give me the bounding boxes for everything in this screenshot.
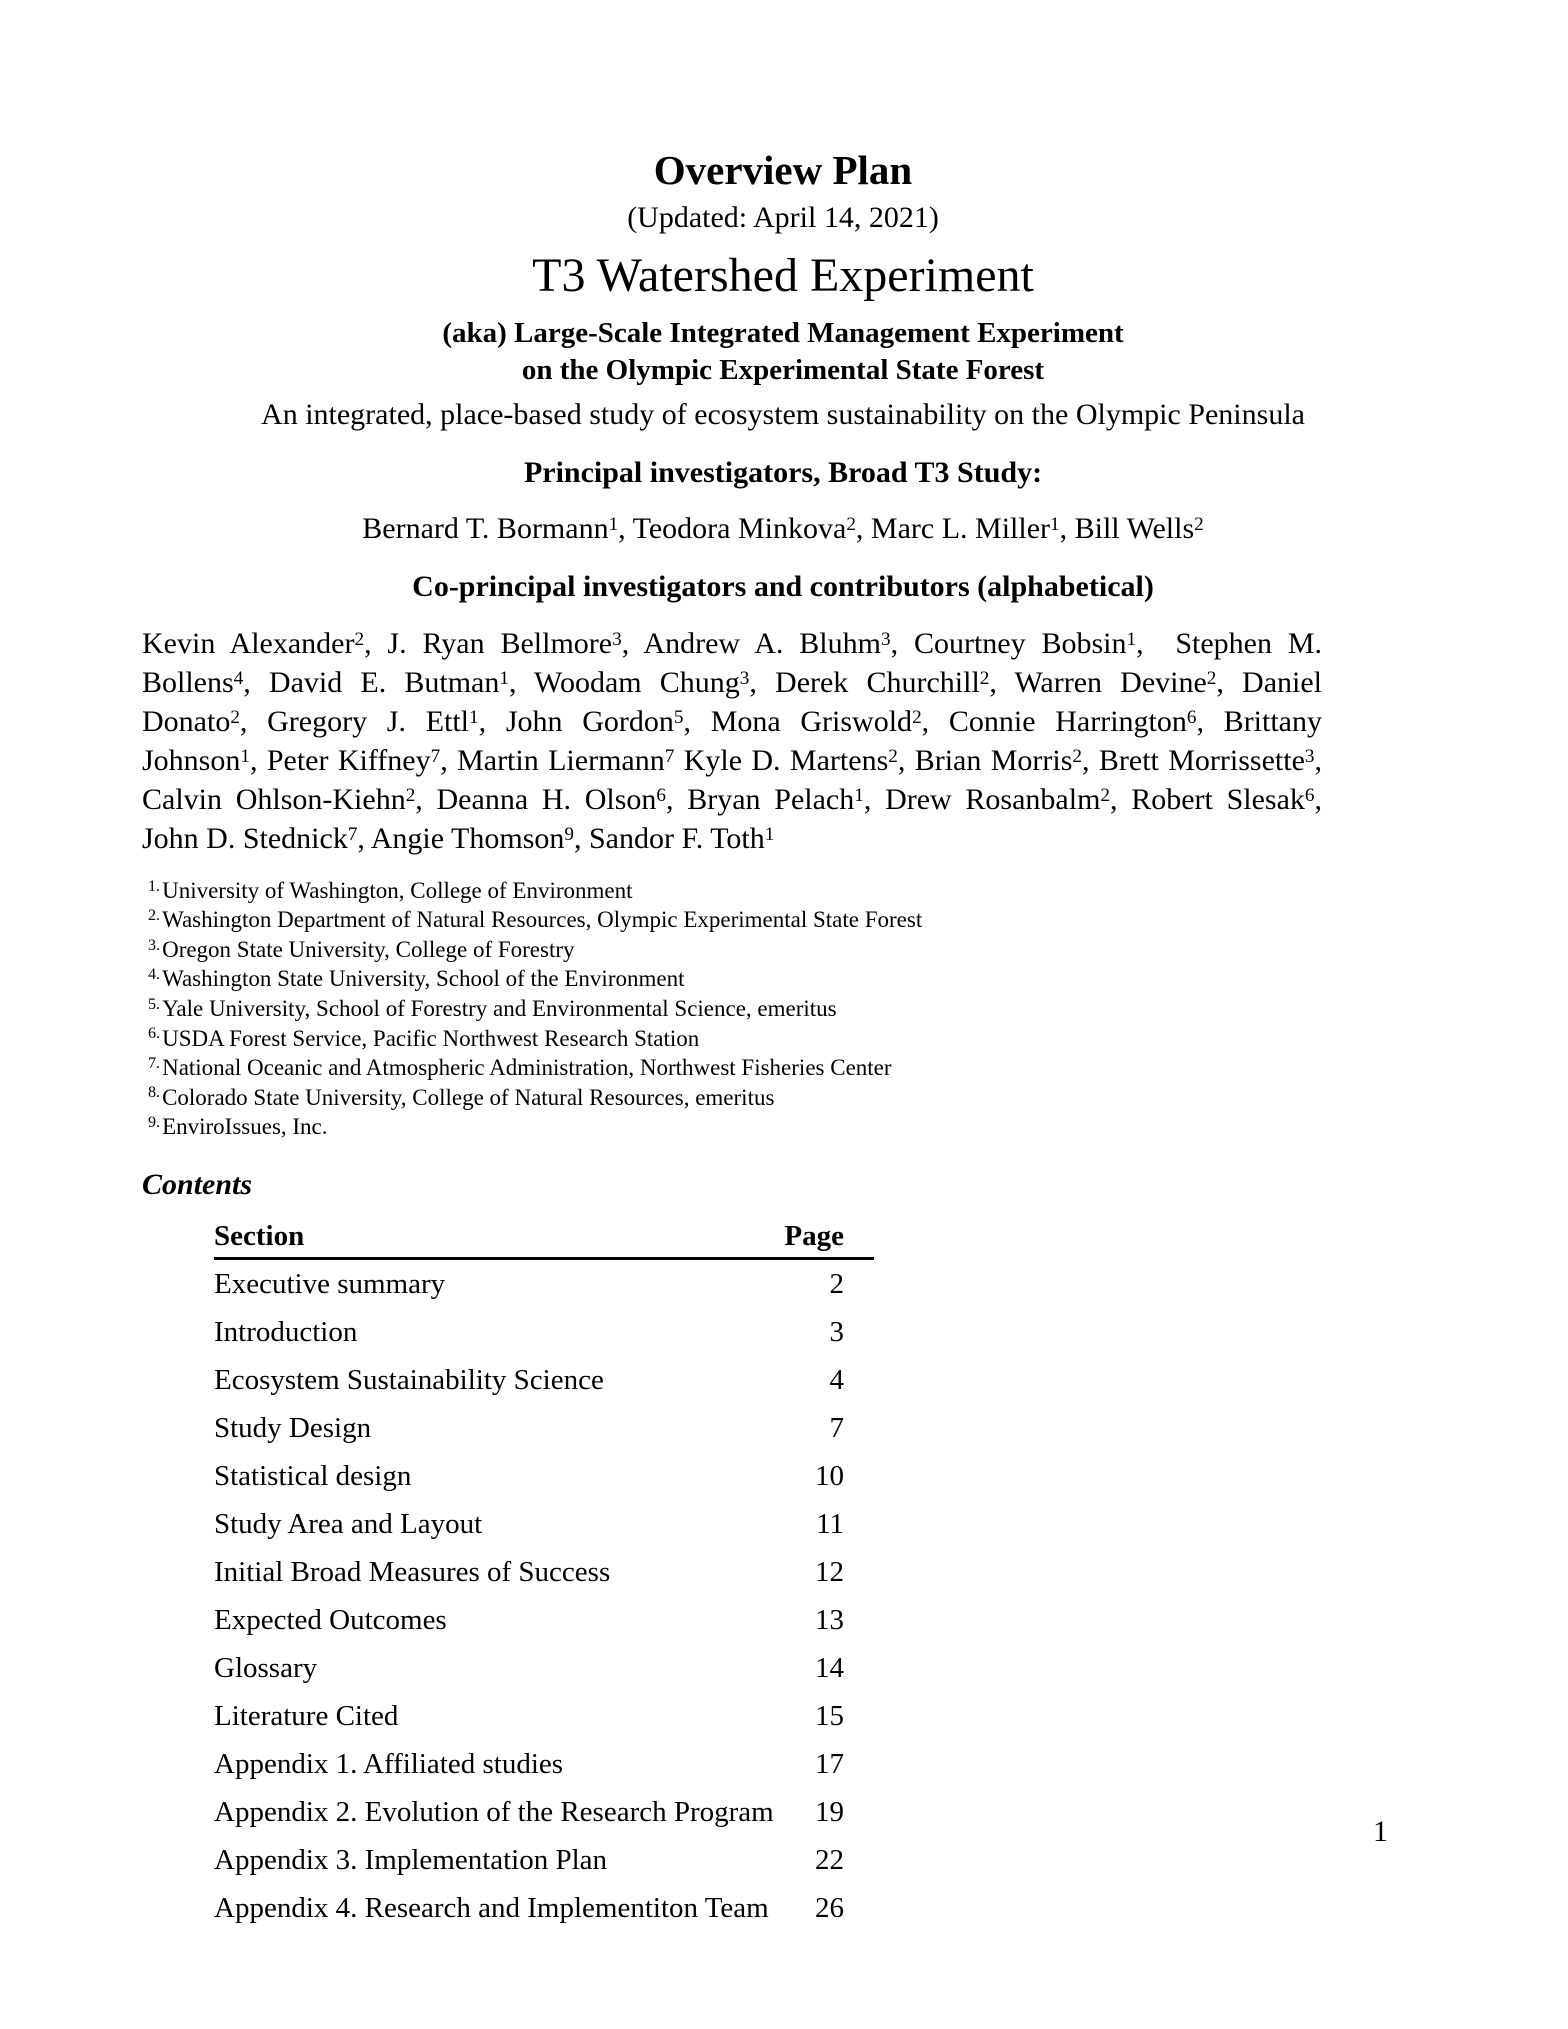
table-row[interactable]	[214, 1404, 874, 1452]
toc-column-page: Page	[784, 1219, 844, 1252]
toc-section-title[interactable]: Appendix 2. Evolution of the Research Program	[214, 1795, 774, 1828]
toc-page-number: 22	[815, 1843, 844, 1876]
alternate-title-line-2: on the Olympic Experimental State Forest	[521, 354, 1045, 387]
affiliation-text: Washington Department of Natural Resources, Olympic Experimental State Forest	[162, 907, 923, 933]
document-body	[142, 0, 1388, 1932]
affiliation-item	[148, 1083, 1388, 1113]
table-row[interactable]	[214, 1836, 874, 1884]
affiliation-text: EnviroIssues, Inc.	[162, 1114, 328, 1140]
affiliation-item	[148, 935, 1388, 965]
toc-page-number: 17	[815, 1747, 844, 1780]
co-principal-investigators-heading: Co-principal investigators and contributors (alphabetical)	[412, 569, 1154, 603]
affiliation-text: Washington State University, School of the Environment	[162, 966, 685, 992]
table-row[interactable]	[214, 1692, 874, 1740]
tagline: An integrated, place-based study of ecosystem sustainability on the Olympic Peninsula	[261, 398, 1305, 432]
table-row[interactable]	[214, 1258, 874, 1308]
affiliation-number: 7.	[148, 1054, 161, 1072]
affiliation-item	[148, 994, 1388, 1024]
affiliation-item	[148, 1053, 1388, 1083]
toc-page-number: 2	[829, 1267, 844, 1300]
table-row[interactable]	[214, 1788, 874, 1836]
toc-column-section: Section	[214, 1219, 305, 1252]
affiliation-item	[148, 964, 1388, 994]
affiliations-list	[148, 876, 1388, 1142]
toc-section-title[interactable]: Initial Broad Measures of Success	[214, 1555, 611, 1588]
toc-section-title[interactable]: Appendix 3. Implementation Plan	[214, 1843, 608, 1876]
affiliation-number: 9.	[148, 1113, 161, 1131]
toc-page-number: 19	[815, 1795, 844, 1828]
toc-body	[214, 1258, 874, 1932]
toc-section-title[interactable]: Study Area and Layout	[214, 1507, 483, 1540]
table-row[interactable]	[214, 1548, 874, 1596]
main-title: T3 Watershed Experiment	[532, 249, 1034, 303]
affiliation-item	[148, 876, 1388, 906]
toc-section-title[interactable]: Appendix 4. Research and Implementiton Team	[214, 1891, 769, 1924]
table-row[interactable]	[214, 1452, 874, 1500]
affiliation-text: Colorado State University, College of Natural Resources, emeritus	[162, 1084, 775, 1110]
affiliation-number: 4.	[148, 966, 161, 984]
toc-page-number: 14	[815, 1651, 844, 1684]
toc-page-number: 10	[815, 1459, 844, 1492]
affiliation-number: 2.	[148, 907, 161, 925]
toc-section-title[interactable]: Glossary	[214, 1651, 318, 1684]
toc-section-title[interactable]: Ecosystem Sustainability Science	[214, 1363, 604, 1396]
affiliation-text: Oregon State University, College of Forestry	[162, 936, 575, 962]
page-title: Overview Plan	[653, 147, 913, 193]
affiliation-number: 1.	[148, 877, 161, 895]
affiliation-item	[148, 905, 1388, 935]
toc-section-title[interactable]: Expected Outcomes	[214, 1603, 447, 1636]
co-principal-investigators-names: Kevin Alexander$^2$, J. Ryan Bellmore$^3$, Andrew A. Bluhm$^3$, Courtney Bobsin$^1$, Stephen M. Bollens$^4$, David E. Butman$^1$, Woodam Chung$^3$, Derek Churchill$^2$, Warren Devine$^2$, Daniel Donato$^2$, Gregory J. Ettl$^1$, John Gordon$^5$, Mona Griswold$^2$, Connie Harrington$^6$, Brittany Johnson$^1$, Peter Kiffney$^7$, Martin Liermann$^7$ Kyle D. Martens$^2$, Brian Morris$^2$, Brett Morrissette$^3$, Calvin Ohlson-Kiehn$^2$, Deanna H. Olson$^6$, Bryan Pelach$^1$, Drew Rosanbalm$^2$, Robert Slesak$^6$, John D. Stednick$^7$, Angie Thomson$^9$, Sandor F. Toth$^1$	[142, 626, 1323, 855]
affiliation-text: National Oceanic and Atmospheric Administration, Northwest Fisheries Center	[162, 1055, 892, 1081]
principal-investigators-heading: Principal investigators, Broad T3 Study:	[523, 455, 1043, 489]
affiliation-text: Yale University, School of Forestry and Environmental Science, emeritus	[162, 995, 837, 1021]
principal-investigators-names: Bernard T. Bormann$^1$, Teodora Minkova$^2$, Marc L. Miller$^1$, Bill Wells$^2$	[362, 511, 1204, 545]
table-row[interactable]	[214, 1740, 874, 1788]
toc-section-title[interactable]: Executive summary	[214, 1267, 446, 1300]
table-row[interactable]	[214, 1500, 874, 1548]
affiliation-item	[148, 1112, 1388, 1142]
toc-page-number: 11	[816, 1507, 844, 1540]
toc-page-number: 4	[829, 1363, 844, 1396]
toc-page-number: 12	[815, 1555, 844, 1588]
table-row[interactable]	[214, 1356, 874, 1404]
footer-page-number: 1	[1373, 1815, 1388, 1848]
table-row[interactable]	[214, 1644, 874, 1692]
table-row[interactable]	[214, 1308, 874, 1356]
contents-heading: Contents	[142, 1167, 253, 1201]
table-of-contents	[214, 1220, 874, 1932]
toc-header	[214, 1220, 874, 1259]
toc-page-number: 7	[829, 1411, 844, 1444]
affiliation-number: 5.	[148, 995, 161, 1013]
updated-date: (Updated: April 14, 2021)	[627, 200, 939, 234]
toc-section-title[interactable]: Statistical design	[214, 1459, 412, 1492]
affiliation-text: USDA Forest Service, Pacific Northwest Research Station	[162, 1025, 700, 1051]
toc-page-number: 13	[815, 1603, 844, 1636]
affiliation-number: 6.	[148, 1025, 161, 1043]
table-row[interactable]	[214, 1884, 874, 1932]
toc-section-title[interactable]: Introduction	[214, 1315, 358, 1348]
affiliation-text: University of Washington, College of Environment	[162, 877, 633, 903]
toc-page-number: 26	[815, 1891, 844, 1924]
toc-section-title[interactable]: Study Design	[214, 1411, 372, 1444]
affiliation-number: 8.	[148, 1084, 161, 1102]
toc-section-title[interactable]: Literature Cited	[214, 1699, 399, 1732]
affiliation-item	[148, 1024, 1388, 1054]
toc-section-title[interactable]: Appendix 1. Affiliated studies	[214, 1747, 564, 1780]
alternate-title-line-1: (aka) Large-Scale Integrated Management Experiment	[442, 317, 1124, 350]
affiliation-number: 3.	[148, 936, 161, 954]
toc-page-number: 3	[829, 1315, 844, 1348]
toc-page-number: 15	[815, 1699, 844, 1732]
table-row[interactable]	[214, 1596, 874, 1644]
